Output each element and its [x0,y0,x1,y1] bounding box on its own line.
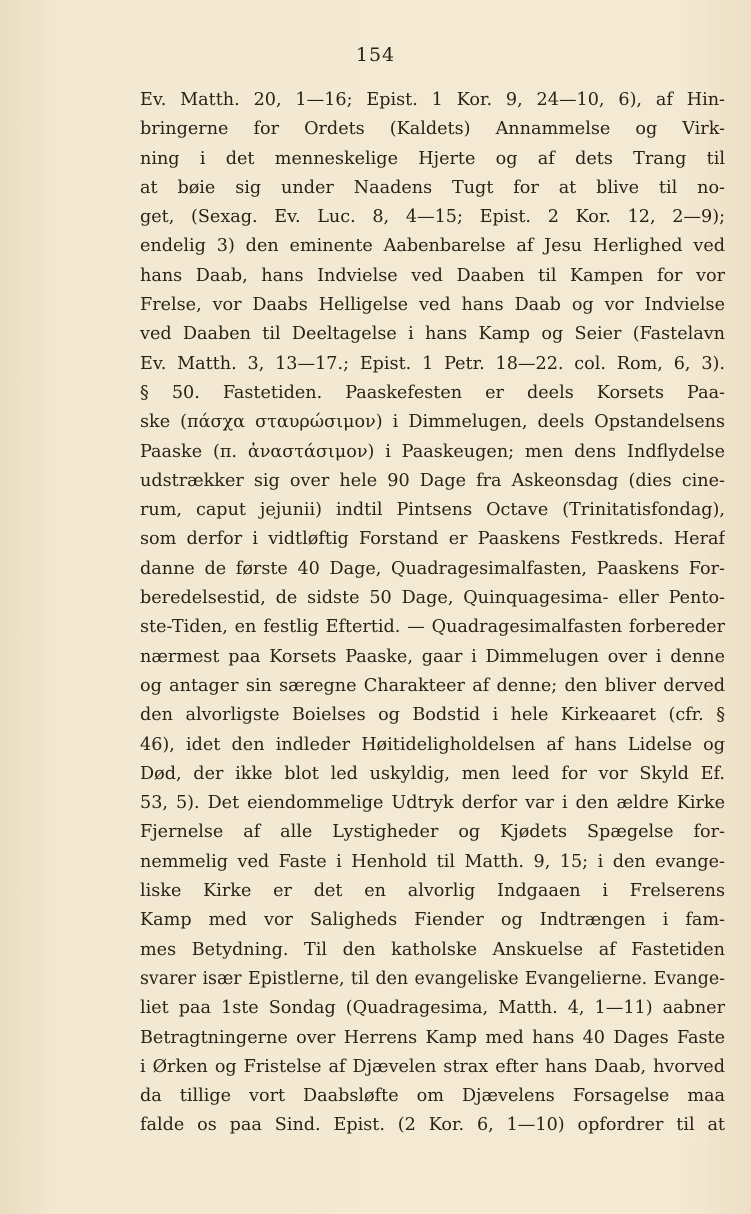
text-line: endelig 3) den eminente Aabenbarelse af Jesu Herlighed ved [140,236,725,257]
text-line: hans Daab, hans Indvielse ved Daaben til Kampen for vor [140,265,725,286]
text-line: udstrækker sig over hele 90 Dage fra Askeonsdag (dies cine- [140,470,725,491]
text-line: Betragtningerne over Herrens Kamp med hans 40 Dages Faste [140,1027,725,1048]
text-line: bringerne for Ordets (Kaldets) Annammelse og Virk- [140,119,725,140]
text-line: Paaske (π. ἀναστάσιμον) i Paaskeugen; men dens Indflydelse [140,441,725,462]
text-line: 46), idet den indleder Høitideligholdelsen af hans Lidelse og [140,734,725,755]
text-line: ved Daaben til Deeltagelse i hans Kamp og Seier (Fastelavn [140,324,725,345]
text-line: Fjernelse af alle Lystigheder og Kjødets Spægelse for- [140,822,725,843]
text-line: ste-Tiden, en festlig Eftertid. — Quadragesimalfasten forbereder [140,617,725,638]
text-line: nærmest paa Korsets Paaske, gaar i Dimmelugen over i denne [140,646,725,667]
page-number: 154 [355,44,396,66]
text-line: Kamp med vor Saligheds Fiender og Indtrængen i fam- [140,910,725,931]
text-line: den alvorligste Boielses og Bodstid i hele Kirkeaaret (cfr. § [140,705,725,726]
text-line: beredelsestid, de sidste 50 Dage, Quinquagesima- eller Pento- [140,588,725,609]
text-line: mes Betydning. Til den katholske Anskuelse af Fastetiden [140,939,725,960]
text-line: 53, 5). Det eiendommelige Udtryk derfor var i den ældre Kirke [140,793,725,814]
text-line: get, (Sexag. Ev. Luc. 8, 4—15; Epist. 2 Kor. 12, 2—9); [140,207,725,228]
text-line: i Ørken og Fristelse af Djævelen strax efter hans Daab, hvorved [140,1056,725,1077]
text-line: liske Kirke er det en alvorlig Indgaaen i Frelserens [140,881,725,902]
text-line: som derfor i vidtløftig Forstand er Paaskens Festkreds. Heraf [140,529,725,550]
text-line: rum, caput jejunii) indtil Pintsens Octave (Trinitatisfondag), [140,500,725,521]
section-heading-line: § 50. Fastetiden. Paaskefesten er deels Korsets Paa- [140,382,725,403]
text-line: Ev. Matth. 3, 13—17.; Epist. 1 Petr. 18—22. col. Rom, 6, 3). [140,353,725,374]
text-line: ning i det menneskelige Hjerte og af dets Trang til [140,148,725,169]
text-line: da tillige vort Daabsløfte om Djævelens Forsagelse maa [140,1086,725,1107]
text-line: Ev. Matth. 20, 1—16; Epist. 1 Kor. 9, 24—10, 6), af Hin- [140,90,725,110]
text-line: svarer især Epistlerne, til den evangeliske Evangelierne. Evange- [140,968,725,989]
text-line: nemmelig ved Faste i Henhold til Matth. 9, 15; i den evange- [140,851,725,872]
text-line: Død, der ikke blot led uskyldig, men leed for vor Skyld Ef. [140,763,725,784]
text-line: ske (πάσχα σταυρώσιμον) i Dimmelugen, deels Opstandelsens [140,412,725,433]
body-text [140,86,725,1141]
text-line: liet paa 1ste Sondag (Quadragesima, Matth. 4, 1—11) aabner [140,998,725,1019]
text-line: og antager sin særegne Charakteer af denne; den bliver derved [140,675,725,696]
text-line: falde os paa Sind. Epist. (2 Kor. 6, 1—10) opfordrer til at [140,1115,725,1136]
text-line: Frelse, vor Daabs Helligelse ved hans Daab og vor Indvielse [140,295,725,316]
text-line: danne de første 40 Dage, Quadragesimalfasten, Paaskens For- [140,558,725,579]
text-line: at bøie sig under Naadens Tugt for at blive til no- [140,177,725,198]
